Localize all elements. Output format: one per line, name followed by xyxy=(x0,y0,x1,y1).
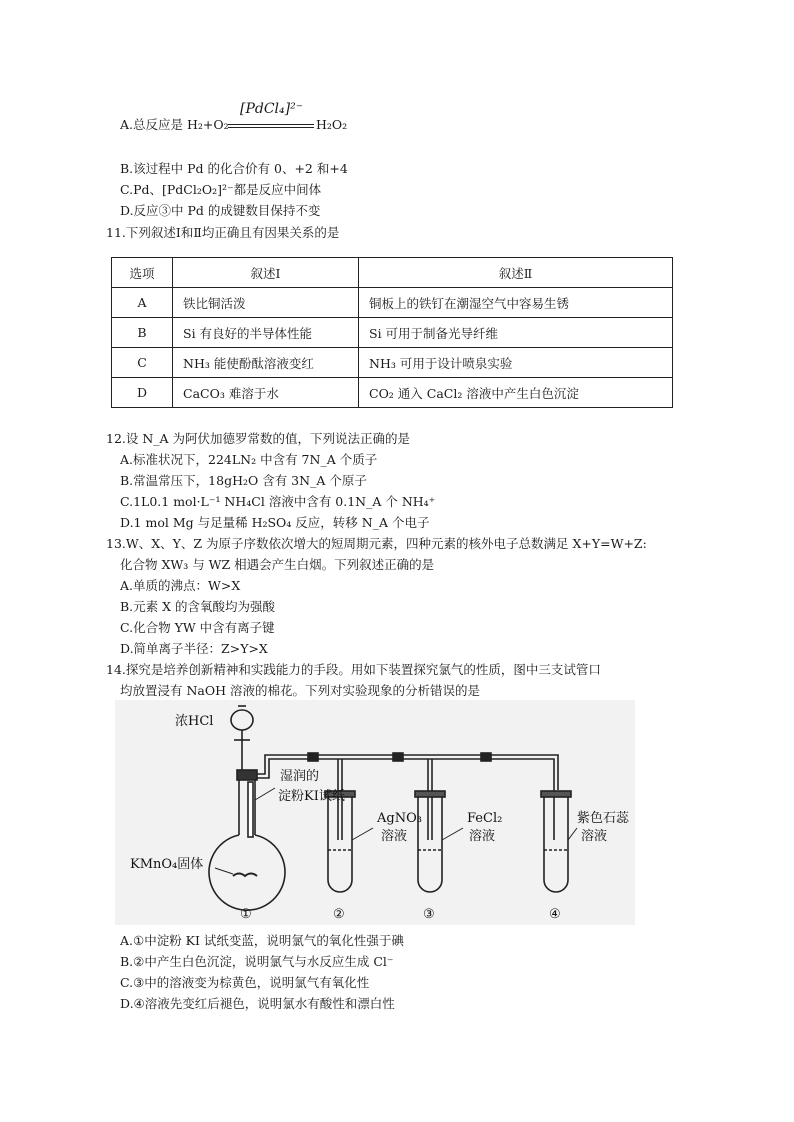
table-cell: 铜板上的铁钉在潮湿空气中容易生锈 xyxy=(359,288,673,318)
q13-stem-line2: 化合物 XW₃ 与 WZ 相遇会产生白烟。下列叙述正确的是 xyxy=(120,557,435,572)
q12-option-d: D.1 mol Mg 与足量稀 H₂SO₄ 反应，转移 N_A 个电子 xyxy=(120,515,430,530)
q12-option-a: A.标准状况下，224LN₂ 中含有 7N_A 个质子 xyxy=(120,452,378,467)
q14-option-d: D.④溶液先变红后褪色，说明氯水有酸性和漂白性 xyxy=(120,996,395,1011)
label-fecl2-solution: 溶液 xyxy=(469,829,496,844)
pointer-line-paper xyxy=(255,788,275,800)
funnel-bulb xyxy=(231,710,253,730)
table-header: 选项 xyxy=(112,258,173,288)
table-cell: CO₂ 通入 CaCl₂ 溶液中产生白色沉淀 xyxy=(359,378,673,408)
q10-option-d: D.反应③中 Pd 的成键数目保持不变 xyxy=(120,203,321,218)
reaction-arrow-line-2 xyxy=(228,127,314,128)
test-tube-2 xyxy=(328,795,352,892)
q12-option-b: B.常温常压下，18gH₂O 含有 3N_A 个原子 xyxy=(120,473,367,488)
label-num-3: ③ xyxy=(423,907,435,922)
q11-stem: 11.下列叙述Ⅰ和Ⅱ均正确且有因果关系的是 xyxy=(106,225,340,240)
tube-joint xyxy=(308,753,318,761)
label-agno3-solution: 溶液 xyxy=(381,829,408,844)
cotton-plug-4 xyxy=(541,791,571,797)
label-litmus: 紫色石蕊 xyxy=(577,811,630,826)
q13-option-d: D.简单离子半径：Z>Y>X xyxy=(120,641,268,656)
label-num-1: ① xyxy=(240,907,252,922)
label-fecl2: FeCl₂ xyxy=(467,811,503,826)
table-cell: Si 有良好的半导体性能 xyxy=(173,318,359,348)
label-conc-hcl: 浓HCl xyxy=(175,714,214,729)
q12-option-c: C.1L0.1 mol·L⁻¹ NH₄Cl 溶液中含有 0.1N_A 个 NH₄⁺ xyxy=(120,494,436,509)
table-cell: B xyxy=(112,318,173,348)
table-cell: A xyxy=(112,288,173,318)
apparatus-drawing xyxy=(115,700,635,925)
q13-option-a: A.单质的沸点：W>X xyxy=(120,578,241,593)
test-tube-3 xyxy=(418,795,442,892)
label-num-2: ② xyxy=(333,907,345,922)
label-kmno4: KMnO₄固体 xyxy=(130,857,204,872)
label-paper-line1: 湿润的 xyxy=(280,769,320,784)
tube-joint xyxy=(393,753,403,761)
q10-product: H₂O₂ xyxy=(316,117,348,132)
cotton-plug-3 xyxy=(415,791,445,797)
table-cell: Si 可用于制备光导纤维 xyxy=(359,318,673,348)
pointer-line-solid xyxy=(215,868,233,874)
q10-option-c: C.Pd、[PdCl₂O₂]²⁻都是反应中间体 xyxy=(120,182,322,197)
reaction-arrow-line xyxy=(228,124,314,125)
q10-option-b: B.该过程中 Pd 的化合价有 0、+2 和+4 xyxy=(120,161,348,176)
q14-stem-line2: 均放置浸有 NaOH 溶液的棉花。下列对实验现象的分析错误的是 xyxy=(120,683,480,698)
kmno4-solid xyxy=(233,874,257,877)
q13-stem-line1: 13.W、X、Y、Z 为原子序数依次增大的短周期元素，四种元素的核外电子总数满足 X+Y=W+Z: xyxy=(106,536,647,551)
table-header: 叙述Ⅰ xyxy=(173,258,359,288)
q14-option-c: C.③中的溶液变为棕黄色，说明氯气有氧化性 xyxy=(120,975,370,990)
round-bottom-flask xyxy=(209,835,285,910)
flask-stopper xyxy=(237,770,257,780)
table-row xyxy=(112,348,673,378)
q14-option-b: B.②中产生白色沉淀，说明氯气与水反应生成 Cl⁻ xyxy=(120,954,394,969)
table-cell: D xyxy=(112,378,173,408)
label-num-4: ④ xyxy=(549,907,561,922)
label-litmus-solution: 溶液 xyxy=(581,829,608,844)
table-row xyxy=(112,288,673,318)
q13-option-c: C.化合物 YW 中含有离子键 xyxy=(120,620,275,635)
tube-joint xyxy=(481,753,491,761)
table-row xyxy=(112,378,673,408)
q11-table xyxy=(111,257,673,408)
q13-option-b: B.元素 X 的含氧酸均为强酸 xyxy=(120,599,276,614)
q12-stem: 12.设 N_A 为阿伏加德罗常数的值，下列说法正确的是 xyxy=(106,431,411,446)
table-header: 叙述Ⅱ xyxy=(359,258,673,288)
label-paper-line2: 淀粉KI试纸 xyxy=(278,789,345,804)
apparatus-figure xyxy=(115,700,635,925)
table-cell: NH₃ 可用于设计喷泉实验 xyxy=(359,348,673,378)
pointer-line-litmus xyxy=(568,828,577,840)
q14-stem-line1: 14.探究是培养创新精神和实践能力的手段。用如下装置探究氯气的性质，图中三支试管口 xyxy=(106,662,601,677)
q10-option-a xyxy=(120,117,229,133)
pointer-line-agno3 xyxy=(352,828,373,840)
q14-option-a: A.①中淀粉 KI 试纸变蓝，说明氯气的氧化性强于碘 xyxy=(120,933,404,948)
table-cell: NH₃ 能使酚酞溶液变红 xyxy=(173,348,359,378)
table-cell: 铁比铜活泼 xyxy=(173,288,359,318)
ki-paper xyxy=(248,782,253,837)
q10-option-a-text: A.总反应是 H₂+O₂ xyxy=(120,117,229,132)
table-header-row xyxy=(112,258,673,288)
table-cell: C xyxy=(112,348,173,378)
label-agno3: AgNO₃ xyxy=(377,811,422,826)
test-tube-4 xyxy=(544,795,568,892)
q10-catalyst: [PdCl₄]²⁻ xyxy=(240,101,304,117)
pointer-line-fecl2 xyxy=(442,828,463,840)
table-cell: CaCO₃ 难溶于水 xyxy=(173,378,359,408)
table-row xyxy=(112,318,673,348)
